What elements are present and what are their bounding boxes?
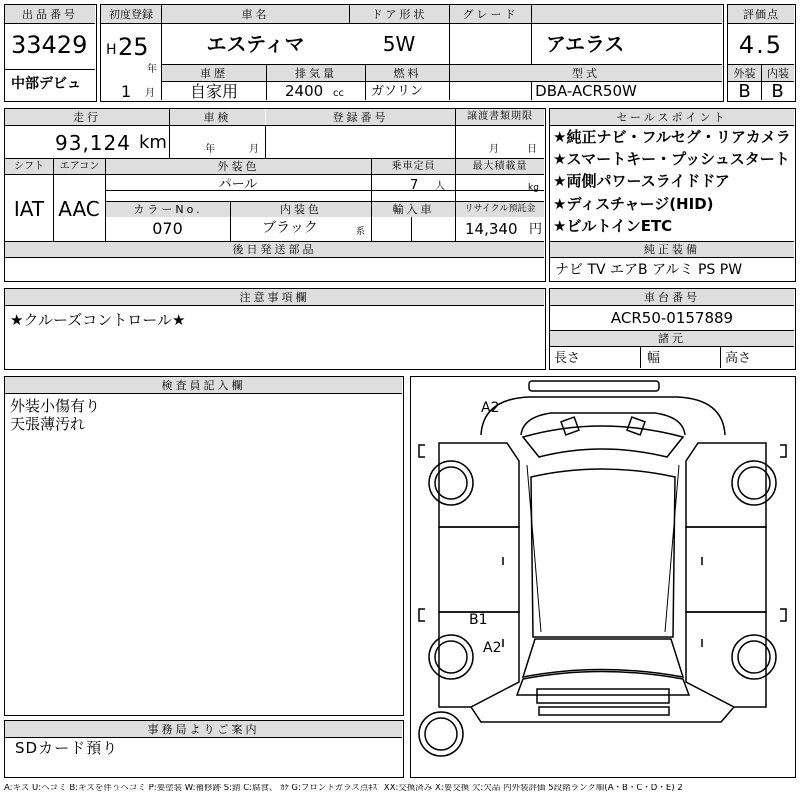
grade-header: グレード xyxy=(450,5,531,23)
ext-color-header: 外装色 xyxy=(106,159,371,174)
color-no-value: 070 xyxy=(152,219,183,238)
car-name-header: 車名 xyxy=(162,5,349,23)
sales-point-5: ★ビルトインETC xyxy=(553,217,673,235)
main-info-box xyxy=(100,4,724,102)
mileage-header: 走行 xyxy=(5,109,169,125)
reg-no-header: 登録番号 xyxy=(266,109,455,125)
dims-height-label: 高さ xyxy=(725,351,752,366)
notes-box xyxy=(4,288,546,370)
capacity-value: 7 xyxy=(410,178,419,193)
car-diagram-box xyxy=(410,376,796,778)
notes-value: ★クルーズコントロール★ xyxy=(10,311,186,329)
first-reg-year-unit: 年 xyxy=(147,64,157,75)
history-value: 自家用 xyxy=(189,82,238,101)
notes-header: 注意事項欄 xyxy=(5,289,544,305)
max-load-header: 最大積載量 xyxy=(456,159,544,174)
dims-length-label: 長さ xyxy=(554,351,581,366)
int-color-suffix: 系 xyxy=(356,227,366,237)
door-value: 5W xyxy=(382,32,416,56)
max-load-unit: kg xyxy=(528,183,539,193)
sales-box xyxy=(549,108,796,282)
lot-box xyxy=(4,4,97,102)
first-reg-header: 初度登録 xyxy=(101,5,161,23)
history-header: 車歴 xyxy=(162,65,266,81)
displacement-unit: cc xyxy=(333,88,344,99)
ext-score: B xyxy=(738,81,751,102)
ext-header: 外装 xyxy=(728,65,761,81)
ac-value: AAC xyxy=(58,197,100,221)
vehicle-detail-box xyxy=(4,108,546,282)
model-header: 型式 xyxy=(450,65,722,81)
equipment-value: ナビ TV エアB アルミ PS PW xyxy=(555,262,743,278)
displacement-header: 排気量 xyxy=(267,65,365,81)
score-box xyxy=(727,4,796,102)
import-header: 輸入車 xyxy=(372,202,455,217)
sales-point-4: ★ディスチャージ(HID) xyxy=(553,195,714,213)
car-name-value: エスティマ xyxy=(206,32,305,56)
sales-point-2: ★スマートキー・プッシュスタート xyxy=(553,150,790,168)
displacement-value: 2400 xyxy=(285,82,324,100)
recycle-value: 14,340 xyxy=(465,220,518,238)
inspector-line-2: 天張薄汚れ xyxy=(10,415,86,433)
int-header: 内装 xyxy=(762,65,794,81)
first-reg-month: 1 xyxy=(121,82,132,101)
sales-point-3: ★両側パワースライドドア xyxy=(553,172,730,190)
mileage-value: 93,124 xyxy=(55,131,131,155)
lot-event: 中部デビュ xyxy=(11,76,81,92)
dims-header: 諸元 xyxy=(550,331,794,346)
damage-mark-side-a: A2 xyxy=(483,640,502,656)
first-reg-year: 25 xyxy=(118,33,149,61)
ac-header: エアコン xyxy=(54,159,105,174)
recycle-header: リサイクル預託金 xyxy=(456,202,544,217)
later-parts-header: 後日発送部品 xyxy=(5,242,544,257)
damage-mark-front: A2 xyxy=(481,400,500,416)
score-header: 評価点 xyxy=(728,5,794,23)
fuel-value: ガソリン xyxy=(371,84,424,99)
chassis-box xyxy=(549,288,796,370)
office-box xyxy=(4,720,404,778)
score-value: 4.5 xyxy=(738,31,784,59)
recycle-unit: 円 xyxy=(529,222,543,237)
dims-width-label: 幅 xyxy=(647,351,661,366)
int-score: B xyxy=(771,81,784,102)
equipment-header: 純正装備 xyxy=(550,242,794,257)
fuel-header: 燃料 xyxy=(366,65,449,81)
lot-header: 出品番号 xyxy=(5,5,95,23)
capacity-header: 乗車定員 xyxy=(372,159,455,174)
docs-header: 譲渡書類期限 xyxy=(456,109,544,125)
sales-point-1: ★純正ナビ・フルセグ・リアカメラ xyxy=(553,128,791,146)
int-color-header: 内装色 xyxy=(231,202,371,217)
car-damage-diagram xyxy=(411,377,794,776)
inspector-header: 検査員記入欄 xyxy=(5,377,402,393)
sales-header: セールスポイント xyxy=(550,109,794,125)
docs-day-unit: 日 xyxy=(527,144,537,155)
inspector-box xyxy=(4,376,404,716)
inspector-line-1: 外装小傷有り xyxy=(10,397,101,415)
lot-number: 33429 xyxy=(11,31,88,59)
office-header: 事務局よりご案内 xyxy=(5,721,402,737)
inspection-month-unit: 月 xyxy=(249,144,259,155)
first-reg-era: H xyxy=(106,42,117,58)
inspection-year-unit: 年 xyxy=(205,144,215,155)
docs-month-unit: 月 xyxy=(489,144,499,155)
color-no-header: カラーNo. xyxy=(106,202,230,217)
inspection-header: 車検 xyxy=(170,109,265,125)
mileage-unit: km xyxy=(139,132,167,153)
door-header: ドア形状 xyxy=(350,5,449,23)
shift-header: シフト xyxy=(5,159,53,174)
capacity-unit: 人 xyxy=(435,181,445,192)
office-value: SDカード預り xyxy=(15,739,119,757)
ext-color-value: パール xyxy=(218,177,258,192)
first-reg-month-unit: 月 xyxy=(145,88,155,99)
chassis-header: 車台番号 xyxy=(550,289,794,305)
model-value: DBA-ACR50W xyxy=(535,82,637,100)
grade-value: アエラス xyxy=(546,32,625,56)
int-color-value: ブラック xyxy=(262,220,318,236)
grade-header-fill xyxy=(532,5,722,23)
shift-value: IAT xyxy=(13,197,45,221)
damage-mark-side-b: B1 xyxy=(469,612,488,628)
chassis-value: ACR50-0157889 xyxy=(610,309,734,327)
legend-text: A:キズ U:ヘコミ B:キズを伴うヘコミ P:要塗装 W:補修跡 S:錆 C:腐食、 ｶｹ G:フロントガラス点ｷｽﾞ XX:交換済み X:要交換 欠:欠品 内外装評価 5段階ランク順(A・B・C・D・E) 2 xyxy=(4,784,683,793)
